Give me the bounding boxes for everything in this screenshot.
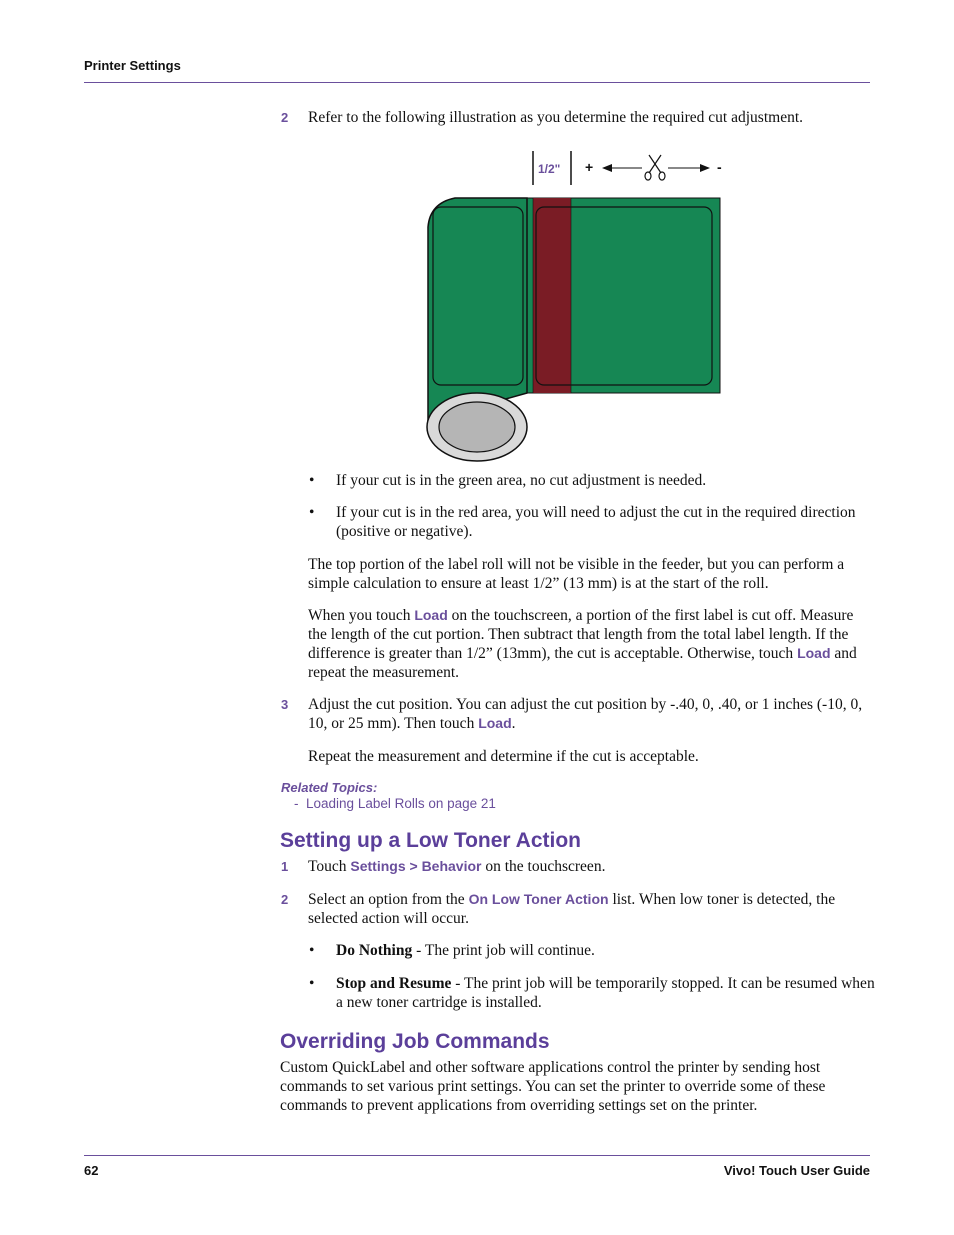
ui-term-load: Load [414, 607, 448, 623]
section-paragraph: Custom QuickLabel and other software applications control the printer by sending host commands to set various print settings. You can set the printer to override some of these commands to prevent applications from overriding settings set on the printer. [280, 1059, 826, 1114]
ui-term-load: Load [478, 715, 512, 731]
scissors-icon [645, 155, 665, 180]
option-name: Stop and Resume [336, 975, 452, 992]
text-run: Adjust the cut position. You can adjust the cut position by -.40, 0, .40, or 1 inches (-10, 0, 10, or 25 mm). Then touch [308, 696, 863, 732]
running-header: Printer Settings [84, 58, 181, 73]
cut-adjustment-illustration [420, 145, 730, 465]
text-run: Touch [308, 858, 351, 875]
step-number: 2 [281, 892, 289, 907]
step-number: 2 [281, 110, 289, 125]
text-run: and repeat the measurement. [308, 645, 857, 681]
ui-term-load: Load [797, 645, 831, 661]
ui-term-on-low-toner-action: On Low Toner Action [468, 891, 609, 907]
related-topics-title: Related Topics: [281, 780, 378, 795]
paragraph-repeat: Repeat the measurement and determine if the cut is acceptable. [308, 748, 699, 765]
roll-body [428, 198, 527, 421]
guide-title: Vivo! Touch User Guide [723, 1163, 870, 1178]
option-desc: - The print job will continue. [412, 942, 595, 959]
red-zone [533, 198, 571, 393]
section-heading: Setting up a Low Toner Action [280, 829, 581, 852]
roll-core [439, 402, 515, 452]
bullet-text: If your cut is in the green area, no cut adjustment is needed. [336, 472, 707, 489]
arrow-right-head [700, 164, 710, 172]
option-name: Do Nothing [336, 942, 413, 959]
text-run: Select an option from the [308, 891, 469, 908]
arrow-left-head [602, 164, 612, 172]
paragraph-top-portion: The top portion of the label roll will not be visible in the feeder, but you can perform a simple calculation to ensure at least 1/2” (13 mm) is at the start of the roll. [308, 556, 845, 592]
step-number: 3 [281, 697, 289, 712]
step-text [308, 695, 873, 733]
bullet-option [336, 941, 876, 960]
bullet-marker: • [309, 472, 315, 489]
related-topic-item[interactable] [294, 796, 496, 811]
bullet-text: If your cut is in the red area, you will need to adjust the cut in the required direction (positive or negative). [336, 504, 856, 540]
step-text [308, 890, 873, 928]
step-text: Refer to the following illustration as you determine the required cut adjustment. [308, 109, 804, 126]
paragraph-load [308, 606, 873, 682]
text-run: When you touch [308, 607, 415, 624]
section-heading: Overriding Job Commands [280, 1030, 550, 1053]
text-run: on the touchscreen, a portion of the first label is cut off. Measure the length of the cut portion. Then subtract that length from the total label length. If the difference is greater than 1/2” (13mm), the cut is acceptable. Otherwise, touch [308, 607, 854, 662]
minus-sign: - [717, 159, 722, 175]
related-topic-link[interactable]: Loading Label Rolls on page 21 [306, 796, 496, 811]
option-desc: - The print job will be temporarily stopped. It can be resumed when a new toner cartridge is installed. [336, 975, 875, 1011]
footer-rule [84, 1155, 870, 1156]
header-rule [84, 82, 870, 83]
text-run: list. When low toner is detected, the selected action will occur. [308, 891, 836, 927]
page-number: 62 [84, 1163, 99, 1178]
ui-term-settings-behavior: Settings > Behavior [350, 858, 482, 874]
step-number: 1 [281, 859, 289, 874]
text-run: on the touchscreen. [481, 858, 606, 875]
text-run: . [511, 715, 516, 732]
bullet-marker: • [309, 975, 315, 992]
related-dash: - [294, 796, 299, 811]
step-text [308, 857, 873, 876]
plus-sign: + [585, 159, 594, 175]
bullet-option [336, 974, 876, 1012]
bullet-marker: • [309, 942, 315, 959]
bullet-marker: • [309, 504, 315, 521]
half-inch-label: 1/2" [538, 162, 561, 176]
